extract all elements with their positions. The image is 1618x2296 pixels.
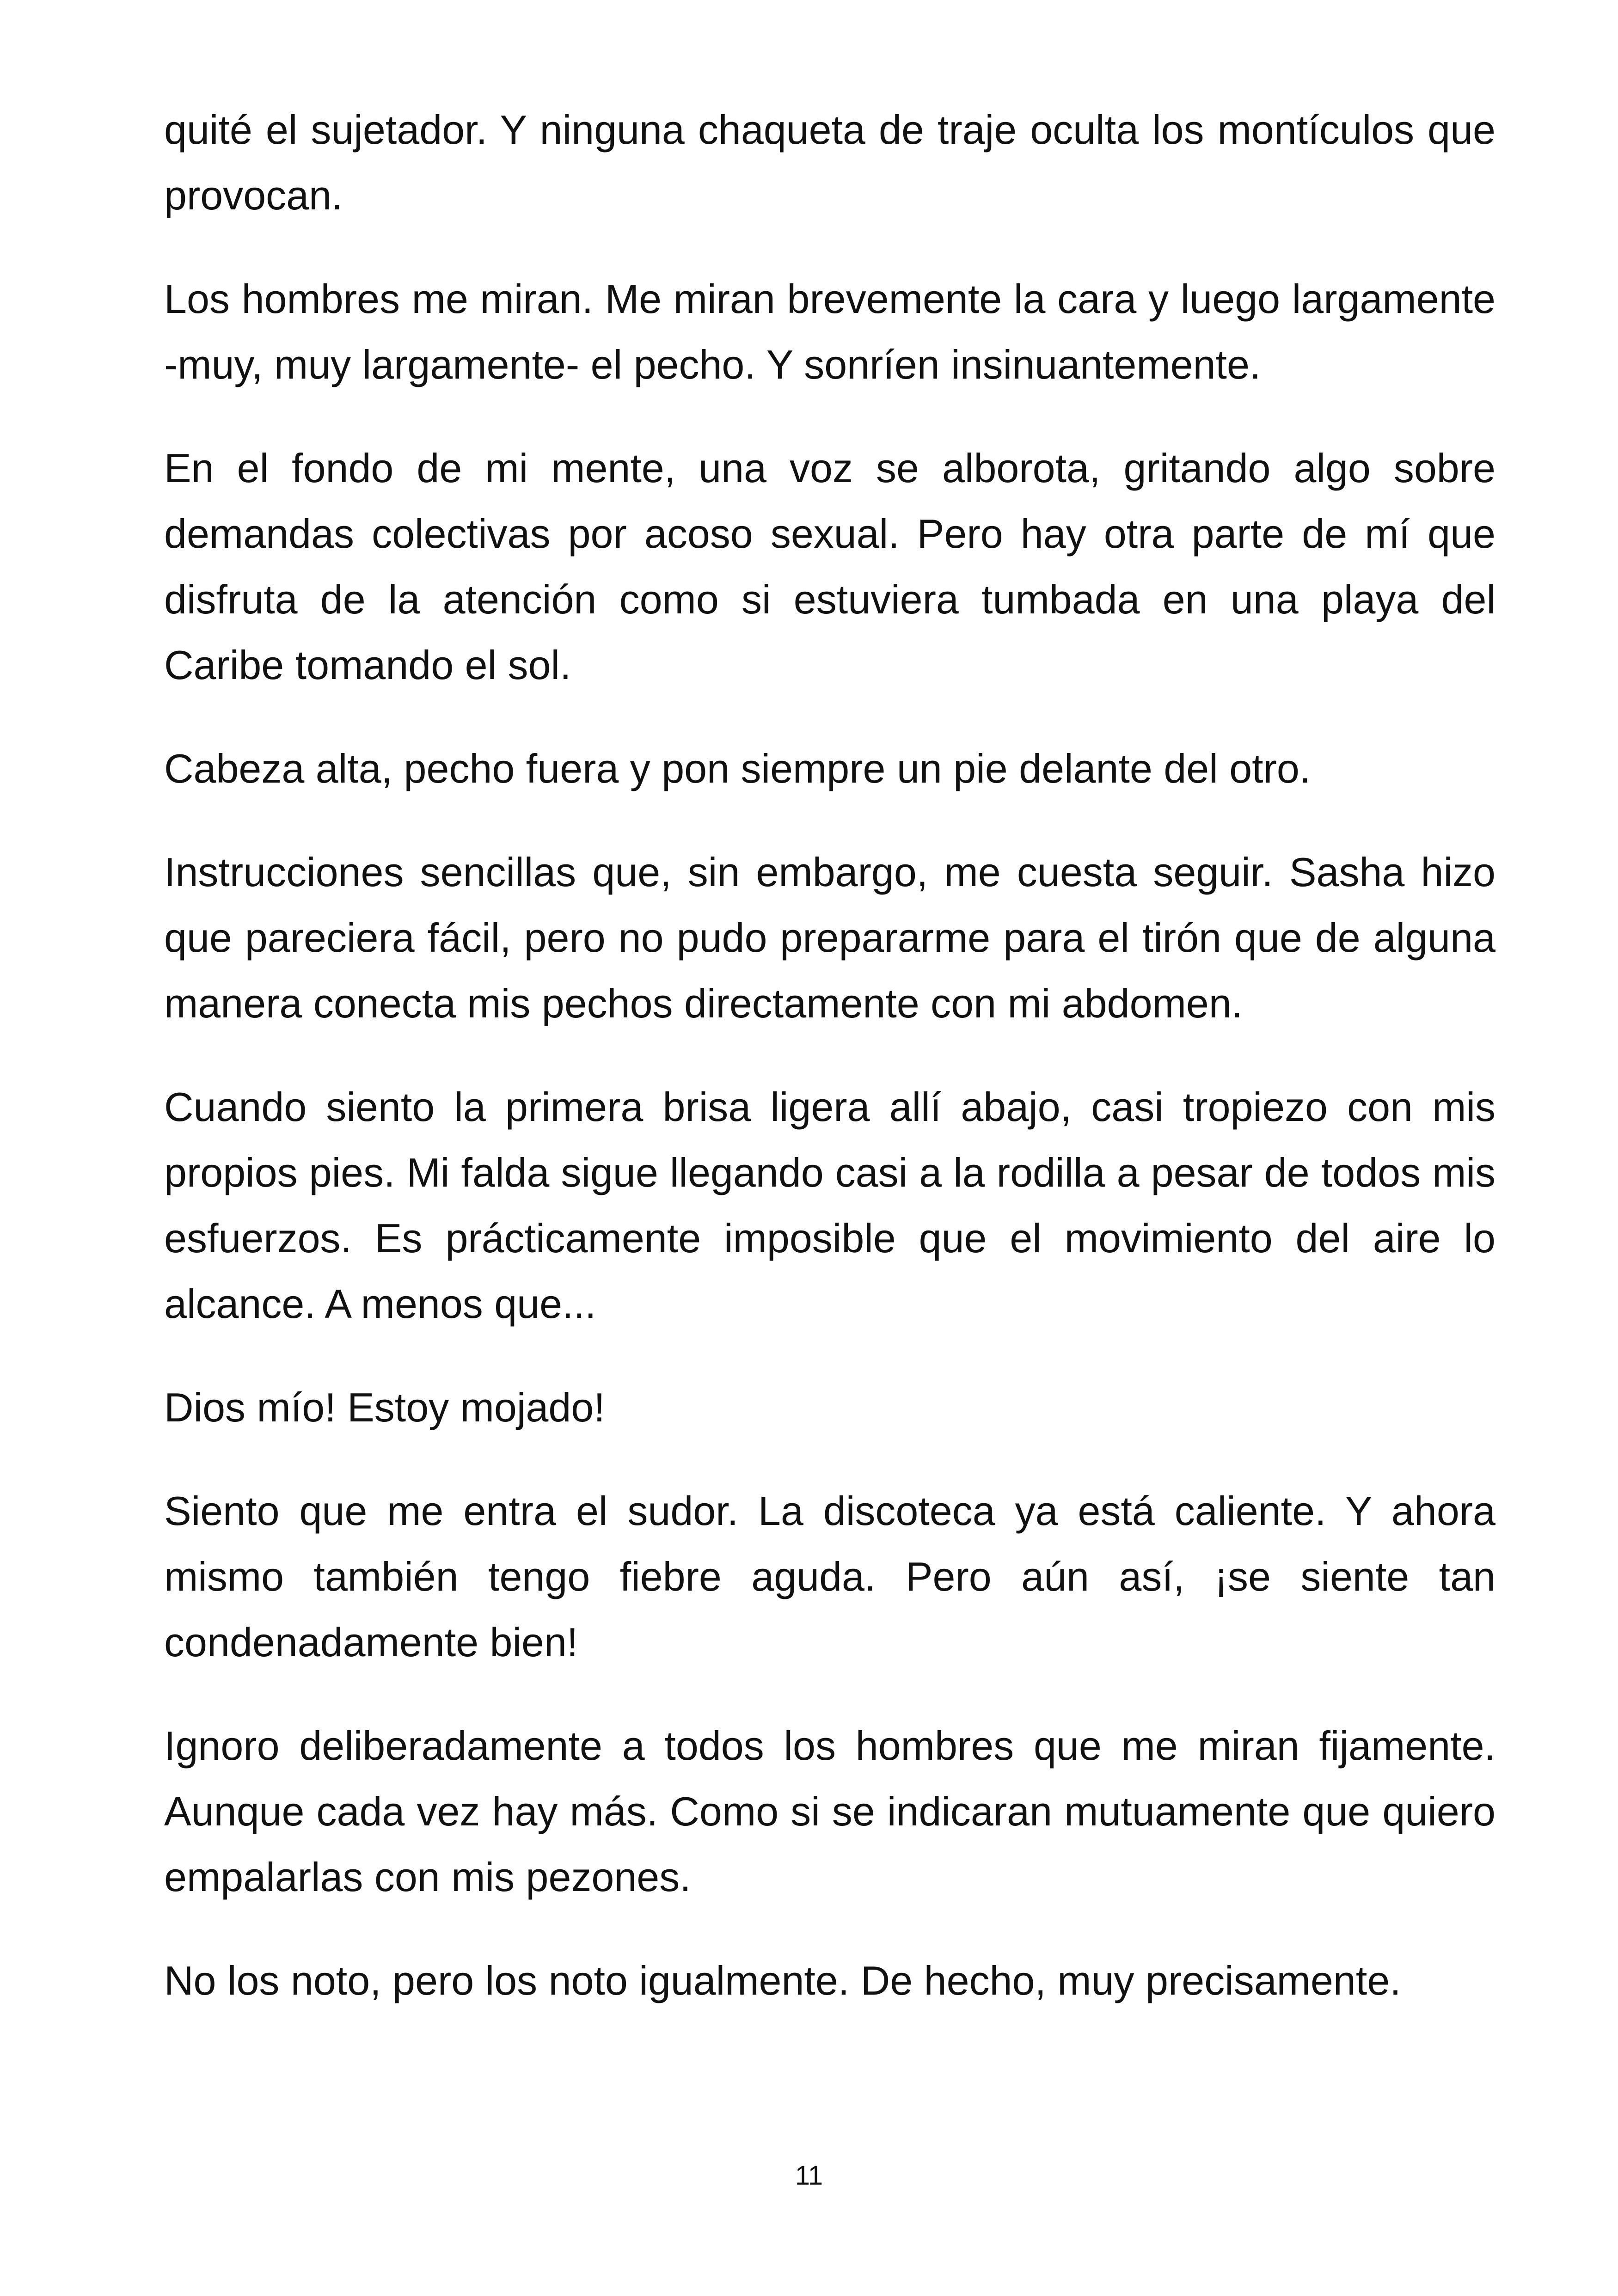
paragraph-7: Dios mío! Estoy mojado! xyxy=(164,1384,605,1430)
paragraph-9: Ignoro deliberadamente a todos los hombres que me miran fijamente. Aunque cada vez hay más. Como si se indicaran mutuamente que quiero empalarlas con mis pezones. xyxy=(164,1723,1495,1900)
paragraph-1: quité el sujetador. Y ninguna chaqueta de traje oculta los montículos que provocan. xyxy=(164,107,1495,218)
page-body xyxy=(164,97,1495,2051)
paragraph-5: Instrucciones sencillas que, sin embargo, me cuesta seguir. Sasha hizo que pareciera fácil, pero no pudo prepararme para el tirón que de alguna manera conecta mis pechos directamente con mi abdomen. xyxy=(164,849,1495,1026)
paragraph-3: En el fondo de mi mente, una voz se alborota, gritando algo sobre demandas colectivas por acoso sexual. Pero hay otra parte de mí que disfruta de la atención como si estuviera tumbada en una playa del Caribe tomando el sol. xyxy=(164,445,1495,688)
paragraph-6: Cuando siento la primera brisa ligera allí abajo, casi tropiezo con mis propios pies. Mi falda sigue llegando casi a la rodilla a pesar de todos mis esfuerzos. Es prácticamente imposible que el movimiento del aire lo alcance. A menos que... xyxy=(164,1084,1495,1327)
paragraph-4: Cabeza alta, pecho fuera y pon siempre un pie delante del otro. xyxy=(164,746,1311,791)
paragraph-8: Siento que me entra el sudor. La discoteca ya está caliente. Y ahora mismo también tengo fiebre aguda. Pero aún así, ¡se siente tan condenadamente bien! xyxy=(164,1488,1495,1665)
paragraph-2: Los hombres me miran. Me miran brevemente la cara y luego largamente -muy, muy largamente- el pecho. Y sonríen insinuantemente. xyxy=(164,276,1495,387)
paragraph-10: No los noto, pero los noto igualmente. De hecho, muy precisamente. xyxy=(164,1958,1401,2003)
page-number: 11 xyxy=(795,2161,823,2191)
